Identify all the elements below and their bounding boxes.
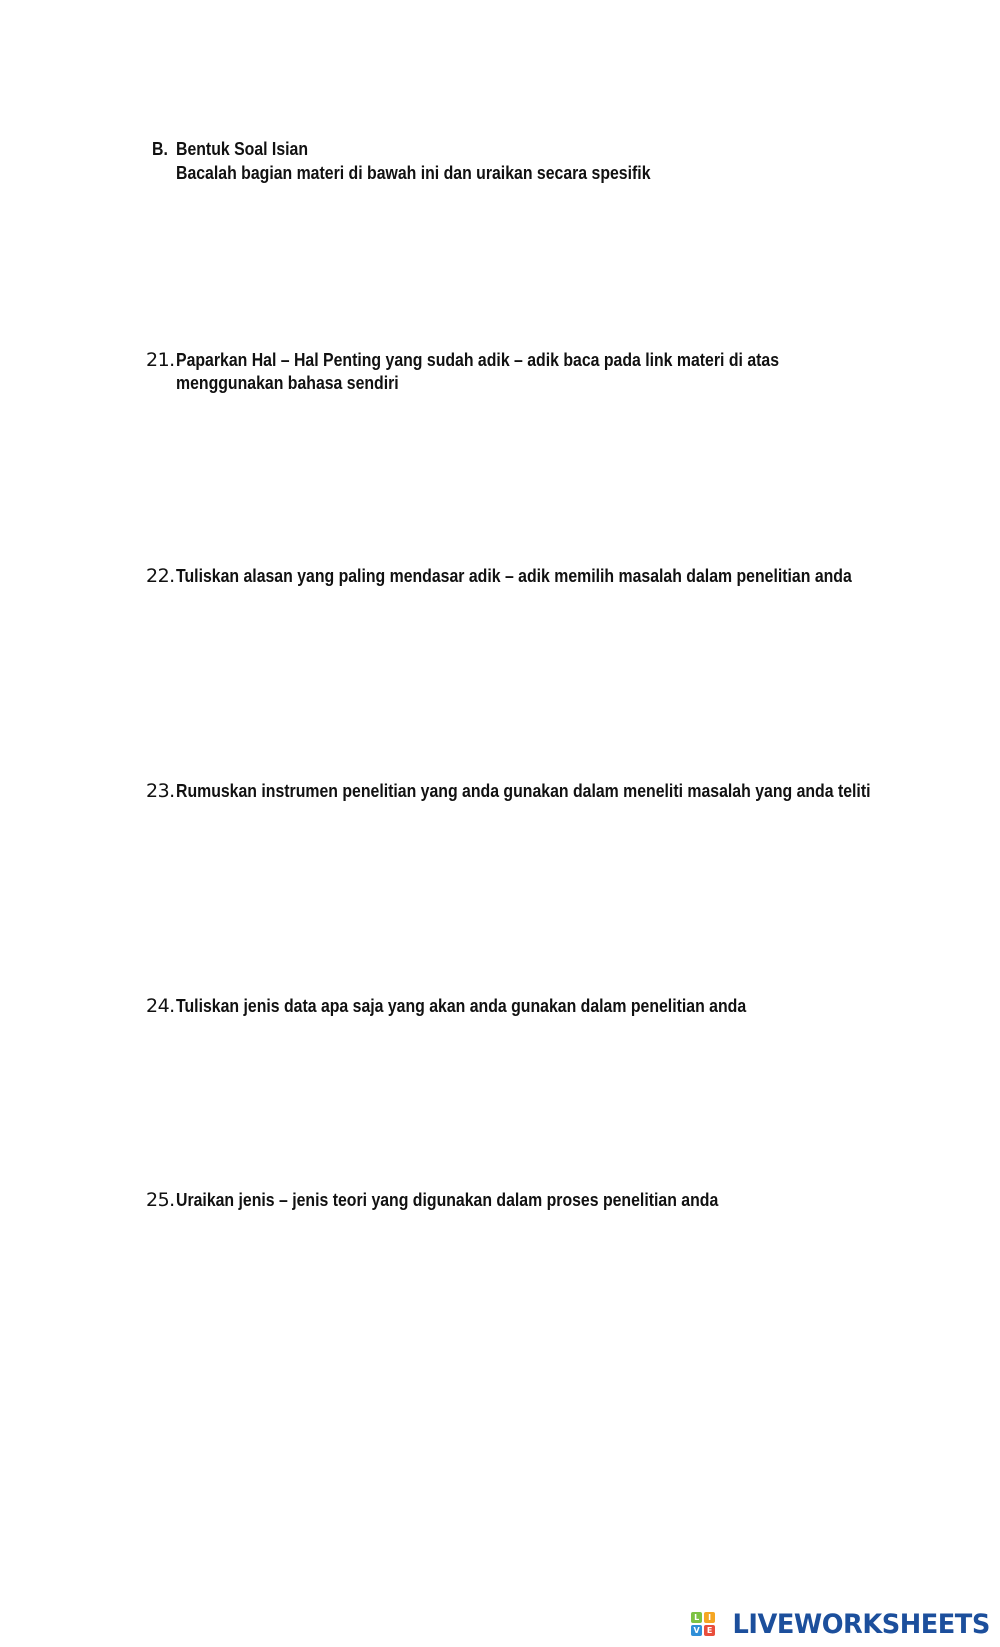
liveworksheets-logo-icon [691,1612,715,1636]
question-22 [146,565,966,588]
logo-tile-i: I [704,1612,715,1623]
section-title: Bentuk Soal Isian [176,139,309,159]
question-text-line: menggunakan bahasa sendiri [176,373,399,393]
question-text-line: Tuliskan alasan yang paling mendasar adik – adik memilih masalah dalam penelitian anda [176,566,852,586]
logo-tile-v: V [691,1625,702,1636]
question-number: 24. [146,995,175,1017]
question-text-line: Tuliskan jenis data apa saja yang akan anda gunakan dalam penelitian anda [176,996,747,1016]
logo-tile-l: L [691,1612,702,1623]
question-number: 23. [146,780,175,802]
question-number: 22. [146,565,175,587]
section-header [152,139,952,184]
question-text-line: Rumuskan instrumen penelitian yang anda gunakan dalam meneliti masalah yang anda teliti [176,781,871,801]
logo-tile-e: E [704,1625,715,1636]
question-text [176,780,871,803]
section-title-row [152,139,952,160]
question-text [176,995,871,1018]
question-text [176,1189,871,1212]
question-25 [146,1189,966,1212]
question-21 [146,349,966,395]
question-23 [146,780,966,803]
liveworksheets-logo [691,1607,990,1641]
logo-text: LIVEWORKSHEETS [732,1608,990,1640]
question-24 [146,995,966,1018]
question-number: 21. [146,349,175,371]
section-letter: B. [152,139,168,159]
question-text [176,565,871,588]
question-text-line: Paparkan Hal – Hal Penting yang sudah adik – adik baca pada link materi di atas [176,350,780,370]
question-text-line: Uraikan jenis – jenis teori yang digunakan dalam proses penelitian anda [176,1190,719,1210]
section-instruction: Bacalah bagian materi di bawah ini dan uraikan secara spesifik [176,163,651,183]
question-number: 25. [146,1189,175,1211]
question-text [176,349,871,395]
